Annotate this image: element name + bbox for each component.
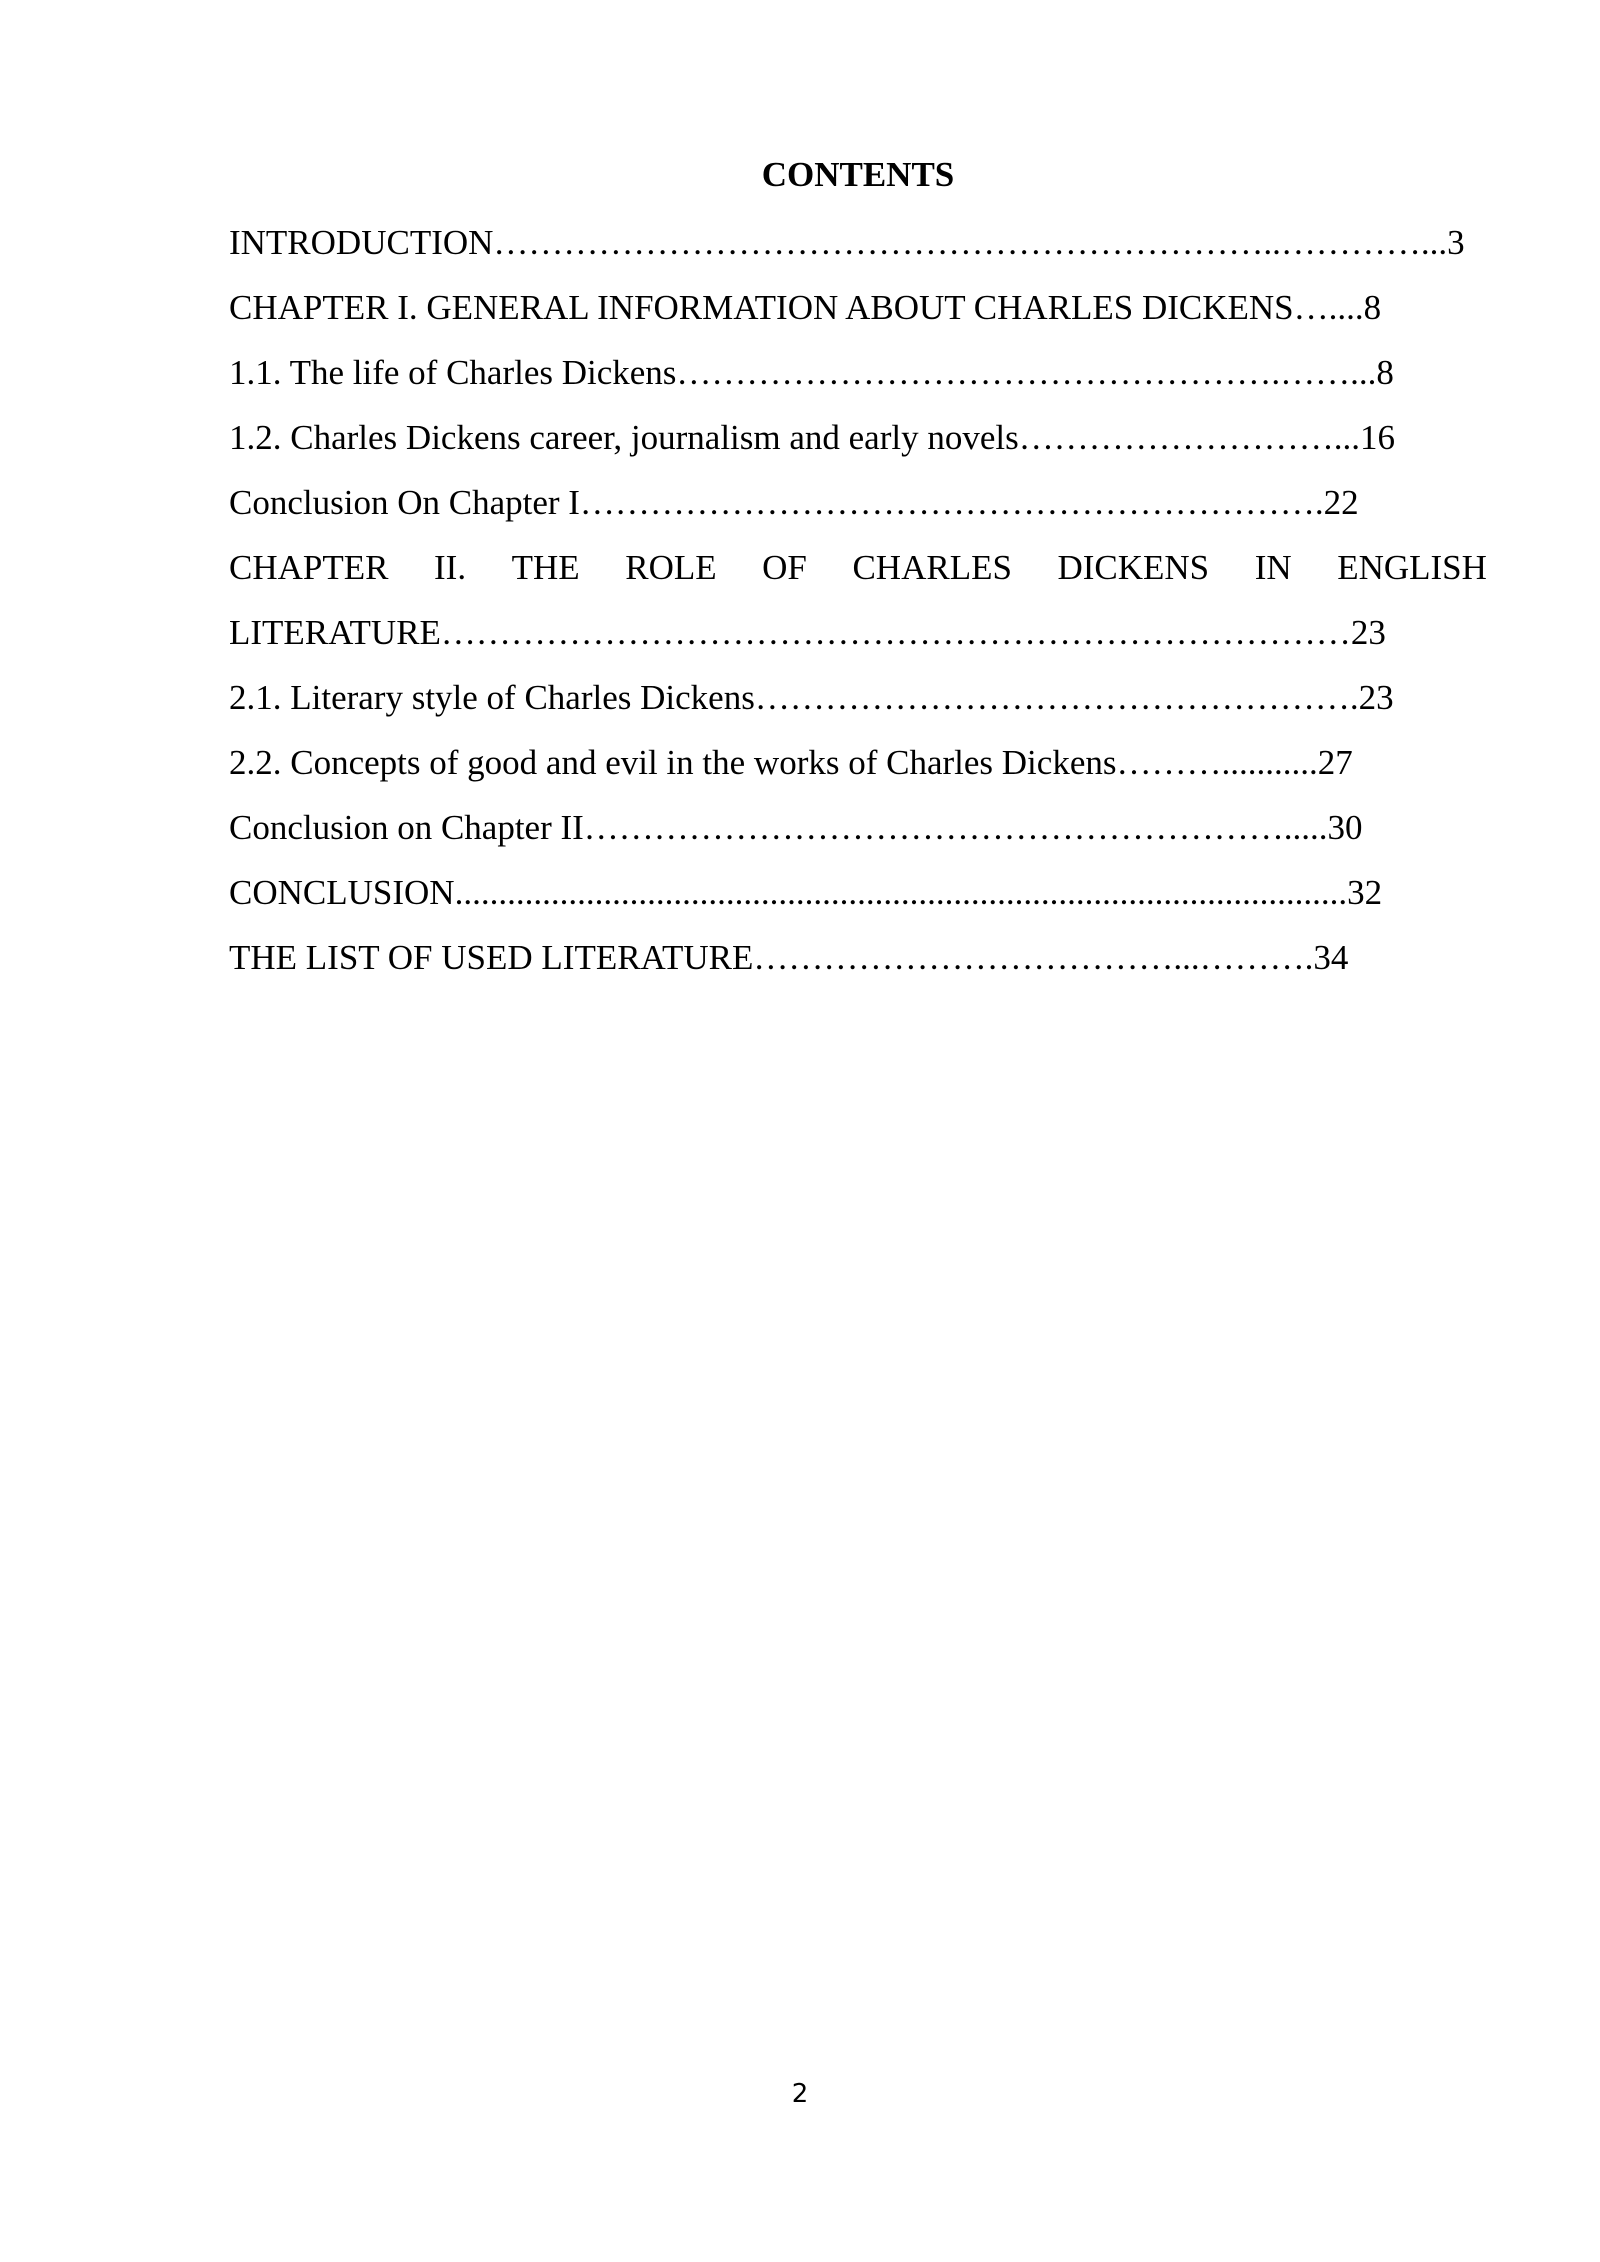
toc-entry-chapter-2-heading[interactable] (229, 535, 1487, 600)
toc-entry-used-literature[interactable]: THE LIST OF USED LITERATURE………………………………...……….34 (229, 938, 1349, 977)
toc-word: OF (762, 548, 807, 587)
toc-entry-conclusion[interactable]: CONCLUSION......................................................................................................32 (229, 873, 1383, 912)
page-number: 2 (791, 2079, 809, 2109)
toc-entry-conclusion-chapter-1[interactable]: Conclusion On Chapter I……………………………………………………….22 (229, 483, 1359, 522)
toc-word: DICKENS (1057, 548, 1210, 587)
toc-word: THE (511, 548, 580, 587)
toc-word: ENGLISH (1337, 548, 1487, 587)
toc-entry-2-1[interactable]: 2.1. Literary style of Charles Dickens…………………………………………….23 (229, 678, 1394, 717)
toc-entry-introduction[interactable]: INTRODUCTION…………………………………………………………..…………...3 (229, 223, 1465, 262)
toc-word: II. (434, 548, 467, 587)
toc-entry-1-2[interactable]: 1.2. Charles Dickens career, journalism and early novels………………………...16 (229, 418, 1395, 457)
toc-word: IN (1254, 548, 1292, 587)
toc-entry-chapter-2-continued[interactable]: LITERATURE……………………………………………………………………23 (229, 613, 1386, 652)
contents-heading: CONTENTS (761, 155, 955, 194)
toc-word: ROLE (625, 548, 717, 587)
toc-word: CHARLES (852, 548, 1012, 587)
toc-entry-2-2[interactable]: 2.2. Concepts of good and evil in the works of Charles Dickens………...........27 (229, 743, 1353, 782)
toc-entry-conclusion-chapter-2[interactable]: Conclusion on Chapter II…………………………………………………….....30 (229, 808, 1363, 847)
table-of-contents (229, 148, 1487, 990)
toc-entry-chapter-1[interactable]: CHAPTER I. GENERAL INFORMATION ABOUT CHARLES DICKENS…....8 (229, 288, 1382, 327)
toc-word: CHAPTER (229, 548, 389, 587)
toc-entry-1-1[interactable]: 1.1. The life of Charles Dickens…………………………………………….……...8 (229, 353, 1394, 392)
